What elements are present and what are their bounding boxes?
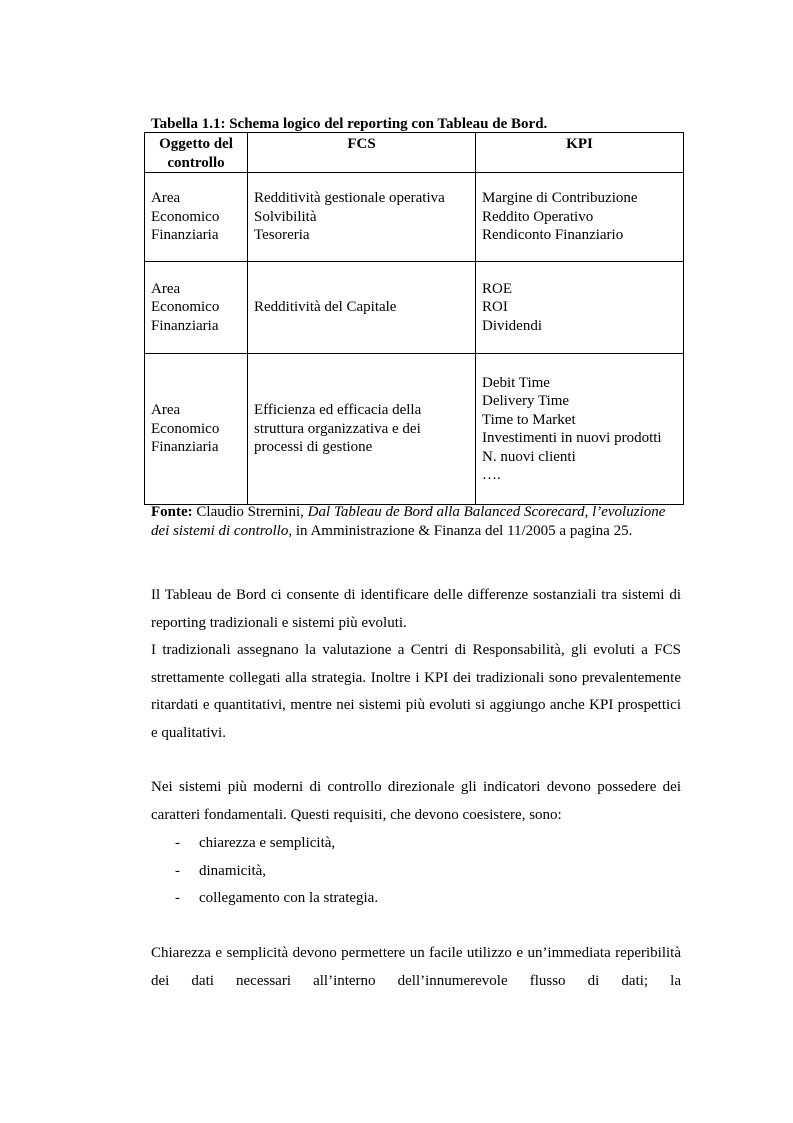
cell-line: struttura organizzativa e dei: [254, 420, 421, 437]
reporting-table: [144, 132, 684, 505]
cell-line: Time to Market: [482, 411, 576, 428]
paragraph-text: Il Tableau de Bord ci consente di identificare delle differenze sostanziali tra sistemi di reporting tradizionali e sistemi più evoluti.: [151, 587, 681, 631]
paragraph-4: [151, 940, 681, 995]
table-header-row: [145, 133, 684, 173]
cell-line: Redditività del Capitale: [254, 299, 397, 316]
cell-fcs: [248, 262, 476, 354]
cell-area: [145, 354, 248, 505]
source-title: Dal Tableau de Bord alla Balanced Scorecard, l’evoluzione dei sistemi di controllo: [151, 504, 666, 539]
cell-kpi: [476, 354, 684, 505]
list-dash: -: [175, 890, 180, 906]
cell-area: [145, 173, 248, 262]
cell-line: Investimenti in nuovi prodotti: [482, 430, 662, 446]
cell-line: Finanziaria: [151, 227, 219, 244]
header-object: [145, 133, 248, 173]
list-item-text: collegamento con la strategia.: [199, 890, 379, 906]
cell-line: Debit Time: [482, 374, 550, 391]
list-dash: -: [175, 862, 180, 879]
source-label: Fonte:: [151, 504, 193, 520]
cell-kpi: [476, 173, 684, 262]
cell-line: ROI: [482, 299, 508, 316]
list-item-text: dinamicità,: [199, 862, 267, 879]
cell-line: Economico: [151, 208, 220, 225]
cell-line: Tesoreria: [254, 227, 310, 244]
cell-line: Efficienza ed efficacia della: [254, 402, 422, 419]
cell-line: Area: [151, 402, 181, 419]
list-item: [151, 858, 681, 886]
table-caption: Tabella 1.1: Schema logico del reporting con Tableau de Bord.: [151, 116, 548, 132]
cell-line: Rendiconto Finanziario: [482, 227, 624, 244]
table-source-note: [151, 503, 683, 540]
cell-line: Margine di Contribuzione: [482, 190, 638, 207]
source-rest: , in Amministrazione & Finanza del 11/2005 a pagina 25.: [288, 522, 633, 539]
paragraph-2: [151, 637, 681, 747]
header-fcs: FCS: [248, 133, 476, 173]
paragraph-3: [151, 774, 681, 829]
paragraph-text: Chiarezza e semplicità devono permettere un facile utilizzo e un’immediata reperibilità dei dati necessari all’interno dell’innumerevole flusso di dati; la: [151, 945, 681, 989]
paragraph-1: [151, 582, 681, 637]
cell-line: Economico: [151, 299, 220, 316]
header-kpi: KPI: [476, 133, 684, 173]
cell-area: [145, 262, 248, 354]
paragraph-text: Nei sistemi più moderni di controllo direzionale gli indicatori devono possedere dei caratteri fondamentali. Questi requisiti, che devono coesistere, sono:: [151, 779, 681, 823]
cell-line: Finanziaria: [151, 439, 219, 456]
table-row: [145, 354, 684, 505]
table-row: [145, 262, 684, 354]
list-dash: -: [175, 835, 180, 851]
cell-line: Solvibilità: [254, 208, 317, 225]
cell-line: ROE: [482, 280, 512, 297]
cell-line: Redditività gestionale operativa: [254, 190, 445, 207]
cell-line: ….: [482, 467, 501, 483]
header-object-line: Oggetto del: [159, 136, 233, 152]
cell-line: Dividendi: [482, 317, 542, 334]
cell-line: N. nuovi clienti: [482, 448, 576, 465]
requirements-list: [151, 830, 681, 913]
cell-fcs: [248, 173, 476, 262]
table-row: [145, 173, 684, 262]
cell-line: Economico: [151, 420, 220, 437]
list-item: [151, 885, 681, 913]
cell-line: Delivery Time: [482, 393, 570, 409]
cell-line: Reddito Operativo: [482, 208, 594, 225]
source-author: Claudio Strernini,: [192, 504, 308, 520]
cell-line: Area: [151, 190, 181, 207]
list-item: [151, 830, 681, 858]
cell-line: processi di gestione: [254, 439, 373, 456]
header-object-line: controllo: [167, 154, 225, 171]
paragraph-text: I tradizionali assegnano la valutazione a Centri di Responsabilità, gli evoluti a FCS strettamente collegati alla strategia. Inoltre i KPI dei tradizionali sono prevalentemente ritardati e quantitativi, mentre nei sistemi più evoluti si aggiungo anche KPI prospettici e qualitativi.: [151, 642, 681, 741]
cell-line: Area: [151, 280, 181, 297]
cell-line: Finanziaria: [151, 317, 219, 334]
cell-fcs: [248, 354, 476, 505]
cell-kpi: [476, 262, 684, 354]
list-item-text: chiarezza e semplicità,: [199, 835, 336, 851]
